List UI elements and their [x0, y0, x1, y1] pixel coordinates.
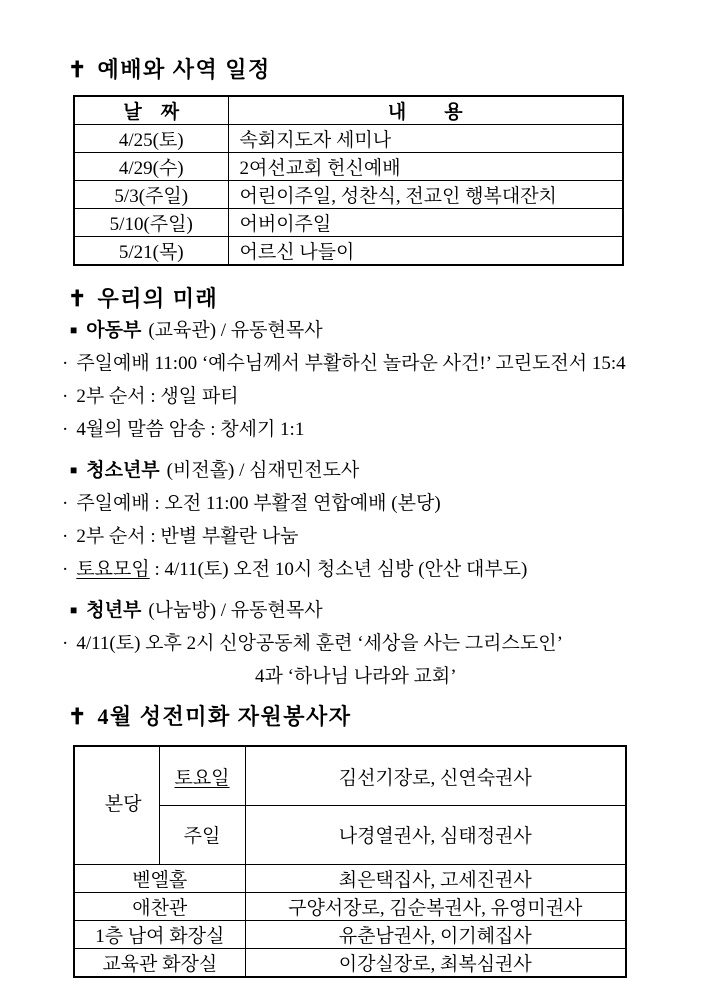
schedule-col-date: 날 짜 [74, 96, 228, 125]
square-bullet-icon: ■ [70, 463, 78, 477]
square-bullet-icon: ■ [70, 603, 78, 617]
section-title-text: 4월 성전미화 자원봉사자 [97, 704, 352, 729]
item-text: 4과 ‘하나님 나라와 교회’ [255, 666, 457, 687]
subarea-label: 토요일 [174, 767, 230, 789]
date-cell: 4/25(토) [74, 125, 228, 153]
table-row [74, 948, 626, 977]
content-cell: 속회지도자 세미나 [228, 125, 623, 153]
list-item-continuation [62, 660, 672, 693]
group-header-young-adults [62, 594, 672, 627]
content-cell: 2여선교회 헌신예배 [228, 153, 623, 181]
area-cell-sanctuary [74, 746, 159, 864]
item-text: 2부 순서 : 반별 부활란 나눔 [76, 526, 299, 547]
item-text: 2부 순서 : 생일 파티 [76, 386, 239, 407]
table-row [74, 125, 623, 153]
schedule-section-title [68, 53, 271, 84]
item-text: 주일예배 : 오전 11:00 부활절 연합예배 (본당) [76, 493, 441, 514]
dot-bullet-icon: · [62, 559, 69, 580]
table-row [74, 237, 623, 266]
table-row [74, 864, 626, 892]
names-cell: 김선기장로, 신연숙권사 [245, 746, 626, 806]
content-cell: 어버이주일 [228, 209, 623, 237]
group-detail: (교육관) / 유동현목사 [148, 320, 323, 341]
list-item [62, 380, 672, 413]
date-cell: 4/29(수) [74, 153, 228, 181]
item-text: 4/11(토) 오후 2시 신앙공동체 훈련 ‘세상을 사는 그리스도인’ [76, 633, 563, 654]
date-cell: 5/3(주일) [74, 181, 228, 209]
item-text: : 4/11(토) 오전 10시 청소년 심방 (안산 대부도) [149, 559, 528, 580]
area-label: 본당 [104, 794, 142, 815]
section-title-text: 예배와 사역 일정 [97, 57, 271, 82]
names-cell: 유춘남권사, 이기혜집사 [245, 920, 626, 948]
area-cell: 애찬관 [74, 892, 245, 920]
group-detail: (나눔방) / 유동현목사 [148, 600, 323, 621]
underlined-item-text: 토요모임 [76, 559, 150, 580]
list-item [62, 553, 672, 586]
list-item [62, 413, 672, 446]
table-row [74, 920, 626, 948]
cross-icon: ✝ [68, 57, 87, 82]
names-cell: 구양서장로, 김순복권사, 유영미권사 [245, 892, 626, 920]
names-cell: 최은택집사, 고세진권사 [245, 864, 626, 892]
date-cell: 5/21(목) [74, 237, 228, 266]
schedule-table [73, 95, 624, 266]
area-cell: 벧엘홀 [74, 864, 245, 892]
section-title-text: 우리의 미래 [97, 286, 219, 311]
cross-icon: ✝ [68, 704, 87, 729]
list-item [62, 347, 672, 380]
dot-bullet-icon: · [62, 419, 69, 440]
square-bullet-icon: ■ [70, 323, 78, 337]
group-name: 청소년부 [86, 460, 160, 481]
content-cell: 어린이주일, 성찬식, 전교인 행복대잔치 [228, 181, 623, 209]
dot-bullet-icon: · [62, 526, 69, 547]
area-cell: 교육관 화장실 [74, 948, 245, 977]
list-item [62, 520, 672, 553]
subarea-cell: 주일 [159, 806, 245, 864]
list-item [62, 627, 672, 660]
item-text: 4월의 말씀 암송 : 창세기 1:1 [76, 419, 305, 440]
names-cell: 나경열권사, 심태정권사 [245, 806, 626, 864]
item-text: 주일예배 11:00 ‘예수님께서 부활하신 놀라운 사건!’ 고린도전서 15:4 [76, 353, 626, 374]
future-section-body [62, 306, 672, 693]
date-cell: 5/10(주일) [74, 209, 228, 237]
dot-bullet-icon: · [62, 633, 69, 654]
group-header-children [62, 314, 672, 347]
area-cell: 1층 남여 화장실 [74, 920, 245, 948]
table-row [74, 209, 623, 237]
group-detail: (비전홀) / 심재민전도사 [166, 460, 360, 481]
list-item [62, 487, 672, 520]
cross-icon: ✝ [68, 286, 87, 311]
names-cell: 이강실장로, 최복심권사 [245, 948, 626, 977]
table-row [74, 892, 626, 920]
table-row [74, 746, 626, 806]
dot-bullet-icon: · [62, 386, 69, 407]
schedule-header-row [74, 96, 623, 125]
table-row [74, 153, 623, 181]
dot-bullet-icon: · [62, 493, 69, 514]
dot-bullet-icon: · [62, 353, 69, 374]
group-name: 청년부 [86, 600, 142, 621]
content-cell: 어르신 나들이 [228, 237, 623, 266]
volunteer-section-title [68, 700, 351, 731]
subarea-cell [159, 746, 245, 806]
volunteer-table [73, 745, 627, 978]
group-header-youth [62, 454, 672, 487]
schedule-col-content: 내 용 [228, 96, 623, 125]
table-row [74, 181, 623, 209]
group-name: 아동부 [86, 320, 142, 341]
